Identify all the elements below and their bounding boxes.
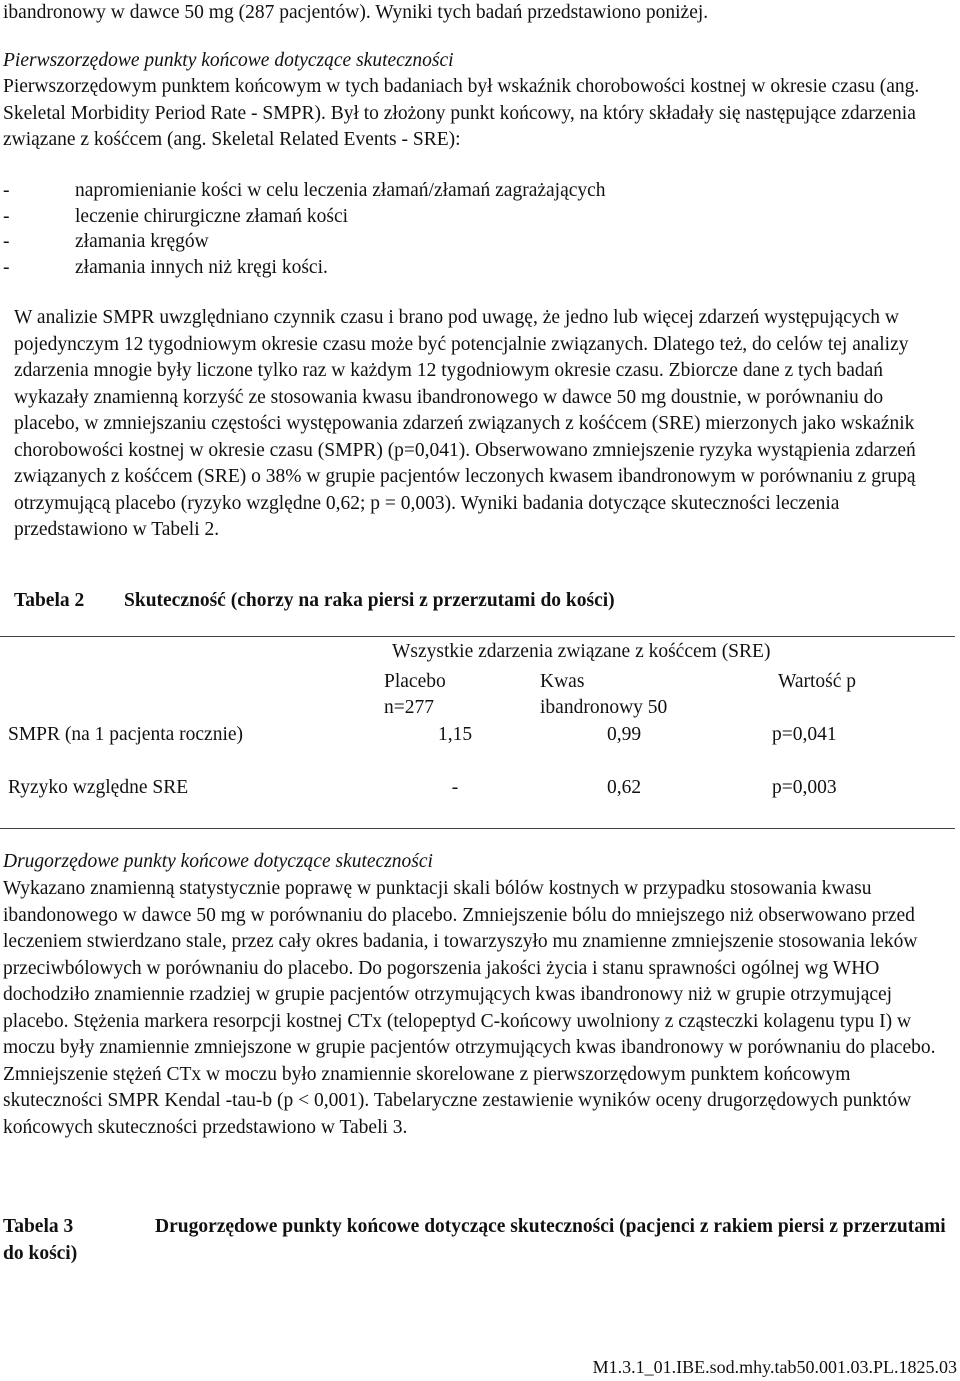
group-header: Wszystkie zdarzenia związane z kośćcem (SRE) (380, 637, 955, 667)
list-item (3, 229, 943, 255)
cell-smpr-p: p=0,041 (772, 723, 837, 745)
cell-sre-placebo: - (380, 775, 530, 829)
smpr-analysis-paragraph: W analizie SMPR uwzględniano czynnik czasu i brano pod uwagę, że jedno lub więcej zdarzeń występujących w pojedynczym 12 tygodniowym okresie czasu może być potencjalnie związanych. Dlatego też, do celów tej analizy zdarzenia mnogie były liczone tylko raz w każdym 12 tygodniowym okresie czasu. Zbiorcze dane z tych badań wykazały znamienną korzyść ze stosowania kwasu ibandronowego w dawce 50 mg doustnie, w porównaniu do placebo, w zmniejszaniu częstości występowania zdarzeń związanych z kośćcem (SRE) mierzonych jako wskaźnik chorobowości kostnej w okresie czasu (SMPR) (p=0,041). Obserwowano zmniejszenie ryzyka wystąpienia zdarzeń związanych z kośćcem (SRE) o 38% w grupie pacjentów leczonych kwasem ibandronowym w porównaniu z grupą otrzymującą placebo (ryzyko względne 0,62; p = 0,003). Wyniki badania dotyczące skuteczności leczenia przedstawiono w Tabeli 2. (14, 307, 916, 540)
list-item (3, 204, 943, 230)
list-item (3, 255, 943, 281)
col-header-p-value: Wartość p (778, 670, 857, 692)
sre-event-list (3, 178, 943, 280)
intro-line: ibandronowy w dawce 50 mg (287 pacjentów). Wyniki tych badań przedstawiono poniżej. (3, 2, 709, 23)
cell-sre-kwas: 0,62 (530, 775, 750, 829)
secondary-endpoints-heading: Drugorzędowe punkty końcowe dotyczące skuteczności (3, 851, 433, 872)
list-item-text: leczenie chirurgiczne złamań kości (75, 205, 349, 227)
table3-caption (3, 1214, 953, 1267)
col-header-kwas (530, 667, 750, 722)
col-header-placebo-line1: Placebo (384, 670, 446, 692)
list-item (3, 178, 943, 204)
list-item-text: złamania kręgów (75, 231, 209, 252)
list-item-text: napromienianie kości w celu leczenia złamań/złamań zagrażających (75, 180, 606, 201)
row-label-smpr: SMPR (na 1 pacjenta rocznie) (8, 723, 244, 745)
secondary-endpoints-paragraph: Wykazano znamienną statystycznie poprawę w punktacji skali bólów kostnych w przypadku stosowania kwasu ibandonowego w dawce 50 mg w porównaniu do placebo. Zmniejszenie bólu do mniejszego niż obserwowano przed leczeniem stwierdzano stale, przez cały okres badania, i towarzyszyło mu znamienne zmniejszenie stosowania leków przeciwbólowych w porównaniu do placebo. Do pogorszenia jakości życia i stanu sprawności ogólnej wg WHO dochodziło znamiennie rzadziej w grupie pacjentów otrzymujących kwas ibandronowy niż w grupie otrzymującej placebo. Stężenia markera resorpcji kostnej CTx (telopeptyd C-końcowy uwolniony z cząsteczki kolagenu typu I) w moczu były znamiennie zmniejszone w grupie pacjentów otrzymujących kwas ibandronowy w porównaniu do placebo. Zmniejszenie stężeń CTx w moczu było znamiennie skorelowane z pierwszorzędowym punktem końcowym skuteczności SMPR Kendal -tau-b (p < 0,001). Tabelaryczne zestawienie wyników oceny drugorzędowych punktów końcowych skuteczności przedstawiono w Tabeli 3. (3, 878, 936, 1138)
bullet-dash: - (3, 231, 10, 252)
bullet-dash: - (3, 180, 10, 201)
col-header-kwas-line1: Kwas (540, 670, 585, 692)
table3-label: Tabela 3 (3, 1216, 74, 1237)
cell-smpr-placebo: 1,15 (437, 723, 473, 745)
table2-title: Skuteczność (chorzy na raka piersi z przerzutami do kości) (124, 590, 615, 611)
cell-sre-p: p=0,003 (750, 775, 955, 829)
table2-caption (14, 588, 615, 615)
col-header-placebo-line2: n=277 (384, 697, 434, 718)
bullet-dash: - (3, 205, 10, 227)
efficacy-table (0, 636, 955, 829)
col-header-kwas-line2: ibandronowy 50 (540, 697, 668, 718)
list-item-text: złamania innych niż kręgi kości. (75, 256, 328, 278)
primary-endpoints-heading: Pierwszorzędowe punkty końcowe dotyczące skuteczności (3, 50, 454, 71)
table3-title: Drugorzędowe punkty końcowe dotyczące skuteczności (pacjenci z rakiem piersi z przerzutami do kości) (3, 1216, 946, 1264)
bullet-dash: - (3, 256, 10, 278)
table2-label: Tabela 2 (14, 590, 85, 611)
col-header-placebo (380, 667, 530, 722)
row-label-sre: Ryzyko względne SRE (0, 775, 380, 829)
primary-endpoints-paragraph: Pierwszorzędowym punktem końcowym w tych badaniach był wskaźnik chorobowości kostnej w okresie czasu (ang. Skeletal Morbidity Period Rate - SMPR). Był to złożony punkt końcowy, na który składały się następujące zdarzenia związane z kośćcem (ang. Skeletal Related Events - SRE): (3, 76, 920, 150)
document-code-footer: M1.3.1_01.IBE.sod.mhy.tab50.001.03.PL.1825.03 (592, 1357, 957, 1377)
cell-smpr-kwas: 0,99 (607, 723, 642, 745)
